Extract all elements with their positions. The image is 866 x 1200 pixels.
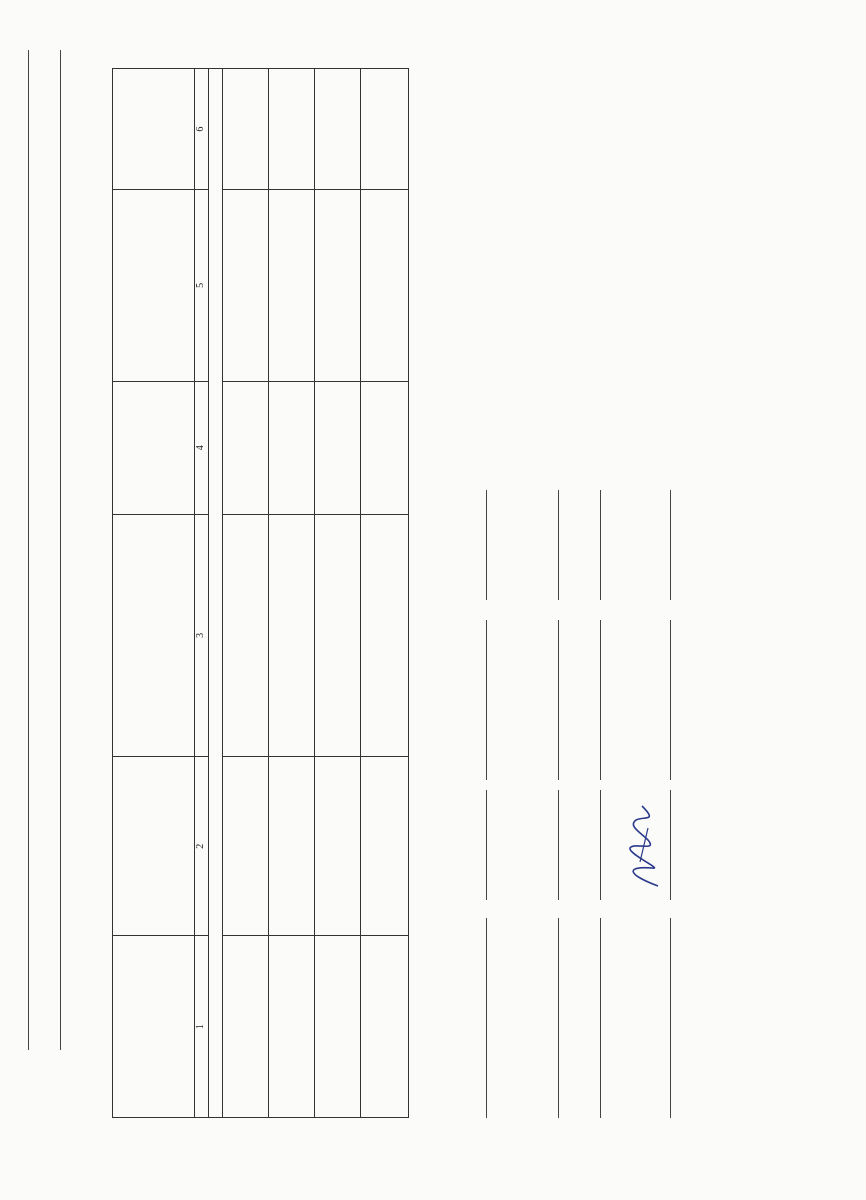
org-name-underline (28, 50, 29, 1050)
workplace-cell (269, 936, 315, 1118)
column-header (113, 69, 195, 190)
units-cell (223, 190, 269, 381)
table-row (361, 69, 409, 1118)
column-number: 5 (195, 190, 209, 381)
measure-cell (269, 757, 315, 936)
goal-cell (315, 514, 361, 756)
mark-cell (315, 69, 361, 190)
member-date-line (558, 490, 559, 600)
column-number: 6 (195, 69, 209, 190)
column-number: 4 (195, 381, 209, 514)
member-signature-line (558, 790, 559, 900)
member-date-line (600, 490, 601, 600)
deadline-cell (269, 381, 315, 514)
table-row (315, 69, 361, 1118)
chairman-date-line (486, 490, 487, 600)
workplace-cell (361, 936, 409, 1118)
table-row (223, 69, 269, 1118)
expert-signature-line (670, 790, 671, 900)
column-header (113, 190, 195, 381)
table-header-row (113, 69, 195, 1118)
column-number: 3 (195, 514, 209, 756)
goal-cell (269, 514, 315, 756)
column-number-row (195, 69, 209, 1118)
mark-cell (269, 69, 315, 190)
expert-registry-line (670, 918, 671, 1118)
measures-table (112, 68, 409, 1118)
expert-fio-line (670, 620, 671, 780)
member-fio-line (558, 620, 559, 780)
chairman-position-line (486, 918, 487, 1118)
column-number: 1 (195, 936, 209, 1118)
deadline-cell (315, 381, 361, 514)
mark-cell (223, 69, 269, 190)
column-header (113, 514, 195, 756)
address-underline (60, 50, 61, 1050)
column-number: 2 (195, 757, 209, 936)
deadline-cell (223, 381, 269, 514)
chairman-signature-line (486, 790, 487, 900)
chairman-fio-line (486, 620, 487, 780)
expert-signature-mark (618, 802, 668, 892)
units-cell (361, 190, 409, 381)
member-fio-line (600, 620, 601, 780)
column-header (113, 936, 195, 1118)
goal-cell (361, 514, 409, 756)
member-position-line (600, 918, 601, 1118)
mark-cell (361, 69, 409, 190)
workplace-cell (223, 936, 269, 1118)
measure-cell (223, 757, 269, 936)
units-cell (269, 190, 315, 381)
absent-row (209, 69, 223, 1118)
measure-cell (361, 757, 409, 936)
column-header (113, 381, 195, 514)
workplace-cell (315, 936, 361, 1118)
column-header (113, 757, 195, 936)
deadline-cell (361, 381, 409, 514)
member-signature-line (600, 790, 601, 900)
units-cell (315, 190, 361, 381)
expert-date-line (670, 490, 671, 600)
absent-note (209, 69, 223, 1118)
member-position-line (558, 918, 559, 1118)
measure-cell (315, 757, 361, 936)
table-row (269, 69, 315, 1118)
goal-cell (223, 514, 269, 756)
